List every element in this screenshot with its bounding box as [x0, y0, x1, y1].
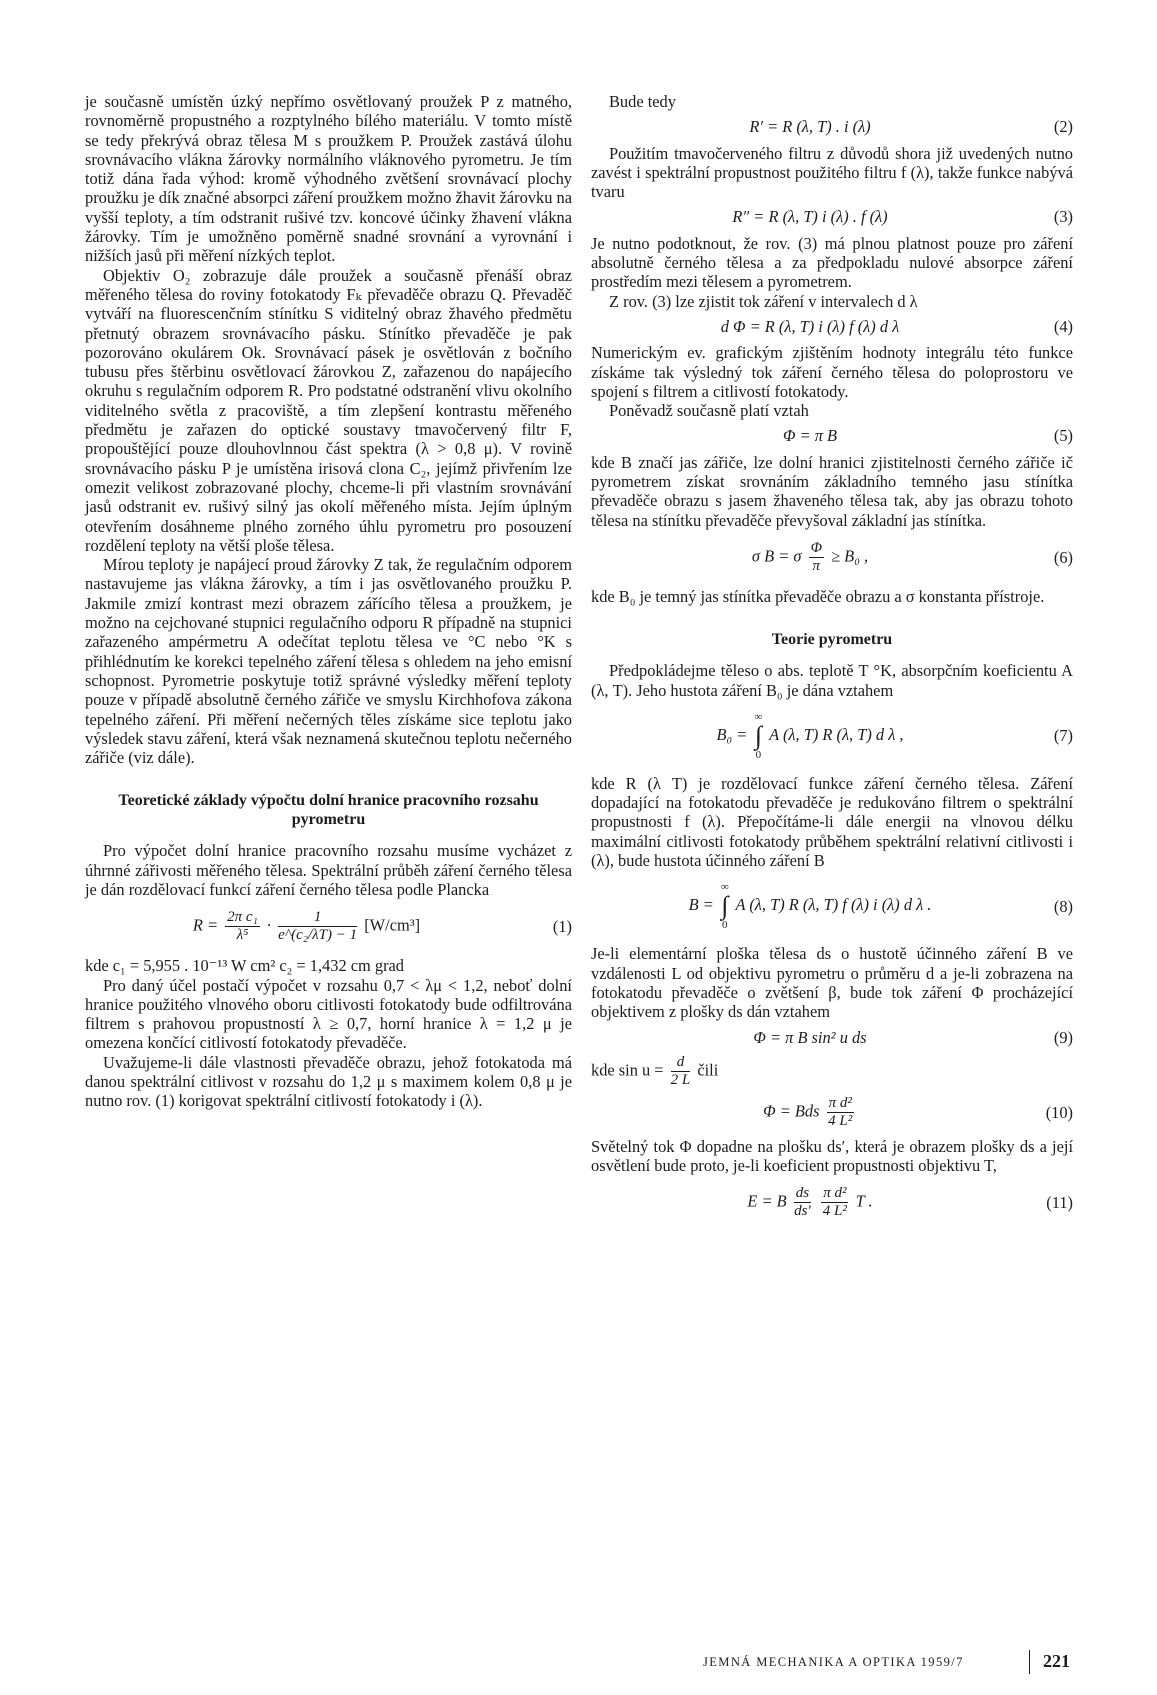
paragraph: Je nutno podotknout, že rov. (3) má plnou platnost pouze pro záření absolutně černého tělesa a za předpokladu nulové absorpce záření prostředím mezi tělesem a pyrometrem. [591, 233, 1073, 292]
equation-number: (3) [1053, 207, 1073, 227]
equation-number: (1) [552, 917, 572, 937]
paragraph: Bude tedy [609, 92, 676, 111]
eq7-rhs: A (λ, T) R (λ, T) d λ , [769, 724, 904, 744]
eq6-rhs: ≥ B₀ , [831, 546, 869, 566]
eq6-den: π [812, 557, 821, 574]
p12-text: kde sin u = [591, 1060, 664, 1080]
right-column [591, 92, 1073, 1232]
paragraph: kde B značí jas zářiče, lze dolní hranici zjistitelnosti černého zářiče ič pyrometrem získat srovnáním základního temného jasu stínítka převaděče obrazu s jasem žhaveného tělesa tak, aby jas obrazu tohoto tělesa na stínítku převaděče převyšoval základní jas stínítka. [591, 452, 1073, 530]
paragraph: Je-li elementární ploška tělesa ds o hustotě účinného záření B ve vzdálenosti L od objektivu pyrometru o průměru d a je-li zobrazena na fotokatodu převaděče o zvětšení β, bude tok záření Φ procházející objektivem z plošky ds dán vztahem [591, 944, 1073, 1022]
eq11-lhs: E = B [747, 1191, 787, 1211]
paragraph: Pro daný účel postačí výpočet v rozsahu 0,7 < λμ < 1,2, neboť dolní hranice použitého vlnového oboru citlivosti fotokatody bude odfiltrována filtrem s prahovou propustností λ ≥ 0,7, horní hranice λ = 1,2 μ je omezena končící citlivostí fotokatody převaděče. [85, 975, 572, 1053]
paragraph [591, 1054, 1073, 1089]
page-number: 221 [1043, 1651, 1070, 1671]
eq11-rhs: T . [855, 1191, 873, 1211]
equation-11 [591, 1185, 1073, 1220]
equation-4 [591, 317, 1073, 336]
eq5-formula: Φ = π B [782, 426, 838, 446]
equation-number: (9) [1053, 1027, 1073, 1047]
eq10-lhs: Φ = Bds [763, 1101, 820, 1121]
section-heading: Teoretické základy výpočtu dolní hranice pracovního rozsahu pyrometru [118, 792, 539, 829]
eq9-formula: Φ = π B sin² u ds [753, 1027, 867, 1047]
paragraph: Použitím tmavočerveného filtru z důvodů shora již uvedených nutno zavést i spektrální propustnost použitého filtru f (λ), takže funkce nabývá tvaru [591, 143, 1073, 202]
integral-sign [721, 880, 729, 932]
eq1-mid: · [266, 915, 272, 935]
eq1-lhs: R = [192, 915, 219, 935]
paragraph: Z rov. (3) lze zjistit tok záření v intervalech d λ [609, 291, 918, 311]
paragraph: Uvažujeme-li dále vlastnosti převaděče obrazu, jehož fotokatoda má danou spektrální citlivost v rozsahu do 1,2 μ s maximem kolem 0,8 μ je nutno rov. (1) korigovat spektrální citlivostí fotokatody i (λ). [85, 1052, 572, 1111]
eq1-unit: [W/cm³] [364, 915, 421, 935]
equation-number: (2) [1053, 117, 1073, 137]
equation-number: (7) [1053, 726, 1073, 746]
eq3-formula: R″ = R (λ, T) i (λ) . f (λ) [732, 207, 888, 227]
eq1-den1: λ⁵ [236, 927, 249, 944]
equation-7 [591, 710, 1073, 762]
equation-number: (6) [1053, 547, 1073, 567]
equation-number: (8) [1053, 896, 1073, 916]
eq8-upper: ∞ [720, 881, 729, 894]
p12-den: 2 L [670, 1071, 691, 1088]
equation-3 [591, 207, 1073, 226]
eq10-num: π d² [828, 1094, 852, 1111]
equation-5 [591, 426, 1073, 445]
eq6-num: Φ [810, 539, 822, 556]
paragraph: kde B₀ je temný jas stínítka převaděče obrazu a σ konstanta přístroje. [591, 586, 1045, 606]
eq1-den2: e^(c₂/λT) − 1 [278, 927, 358, 944]
equation-number: (5) [1053, 426, 1073, 446]
eq8-rhs: A (λ, T) R (λ, T) f (λ) i (λ) d λ . [735, 895, 932, 915]
eq8-sym: ∫ [721, 891, 729, 921]
equation-10 [591, 1095, 1073, 1130]
eq11-den2: 4 L² [822, 1203, 847, 1220]
eq10-den: 4 L² [828, 1112, 853, 1129]
paragraph: kde c₁ = 5,955 . 10⁻¹³ W cm² c₂ = 1,432 cm grad [85, 956, 404, 976]
equation-number: (10) [1045, 1102, 1073, 1122]
eq7-lhs: B₀ = [716, 724, 748, 744]
paragraph: Mírou teploty je napájecí proud žárovky Z tak, že regulačním odporem nastavujeme jas vlákna žárovky, a tím i jas osvětlovaného proužku P. Jakmile zmizí kontrast mezi obrazem zářícího tělesa a proužkem, je možno na cejchované stupnici regulačního odporu R případně na stupnici zařazeného ampérmetru A odečítat teplotu tělesa ve °C nebo °K s přihlédnutím ke korekci tepelného záření tělesa s ohledem na jeho emisní schopnost. Pyrometrie poskytuje totiž správné výsledky měření teploty pouze v případě absolutně černého zářiče ve smyslu Kirchhofova zákona tepelného záření. Při měření nečerných těles získáme sice teplotu jako výsledek stavu záření, která však neznamená skutečnou teplotu nečerného zářiče (viz dále). [85, 555, 572, 768]
eq1-num1: 2π c₁ [227, 909, 258, 926]
integral-sign [754, 710, 762, 762]
equation-1 [85, 909, 572, 944]
paragraph: Objektiv O₂ zobrazuje dále proužek a současně přenáší obraz měřeného tělesa do roviny fotokatody Fₖ převaděče obrazu Q. Převaděč vytváří na fluorescenčním stínítku S viditelný obraz žhavého předmětu přetnutý obrazem srovnávacího pásku. Stínítko převaděče je pak pozorováno okulárem Ok. Srovnávací pásek je osvětlován z bočního tubusu přes štěrbinu osvětlovací žárovkou Z, zařazenou do napájecího okruhu s regulačním odporem R. Pro podstatné odstranění vlivu okolního viditelného světla z pracoviště, a tím zlepšení kontrastu měřeného předmětu je zařazen do optické soustavy tmavočervený filtr F, propouštějící pouze dlouhovlnnou část spektra (λ > 0,8 μ). V rovině srovnávacího pásku P je umístěna irisová clona C₂, jejímž přivřením lze omezit velikost zobrazované plochy, chceme-li při vlastním srovnávání jasů odstranit ev. rušivý silný jas okolí měřeného místa. Jejím úplným otevřením dosáhneme plného zorného úhlu pyrometru pro posouzení rozdělení teploty na větší ploše tělesa. [85, 265, 572, 555]
section-heading: Teorie pyrometru [771, 631, 893, 649]
paragraph: kde R (λ T) je rozdělovací funkce záření černého tělesa. Záření dopadající na fotokatodu převaděče je redukováno filtrem o spektrální propustnosti f (λ). Přepočítáme-li dále energii na vlnovou délku maximální citlivosti fotokatody průběhem spektrální relativní citlivosti i (λ), bude hustota účinného záření B [591, 773, 1073, 871]
equation-6 [591, 540, 1073, 575]
eq11-num2: π d² [823, 1185, 847, 1202]
eq7-sym: ∫ [754, 720, 762, 750]
equation-2 [591, 117, 1073, 136]
paragraph: Poněvadž současně platí vztah [609, 401, 809, 421]
p12-num: d [671, 1054, 691, 1072]
equation-9 [591, 1028, 1073, 1047]
eq11-den1: ds′ [794, 1203, 811, 1220]
equation-8 [591, 880, 1073, 932]
paragraph: je současně umístěn úzký nepřímo osvětlovaný proužek P z matného, rovnoměrně propustného a rozptylného bílého materiálu. V tomto místě se tedy překrývá obraz tělesa M s proužkem P. Proužek zastává úlohu srovnávacího vlákna žárovky normálního vláknového pyrometru. Je tím totiž dána řada výhod: kromě výhodného zvětšení srovnávací plochy proužku je dík značné absorpci záření proužkem možno žhavit žárovku na vyšší teploty, a tím odstranit rušivé tzv. koncové účinky žhavení vlákna žárovky. Tím je umožněno poměrně snadné srovnání a vyrovnání i nižších jasů při měření nízkých teplot. [85, 92, 572, 266]
eq11-num1: ds [795, 1185, 810, 1202]
eq6-lhs: σ B = σ [751, 546, 802, 566]
p12-text-b: čili [697, 1060, 719, 1080]
eq1-num2: 1 [278, 909, 357, 927]
eq4-formula: d Φ = R (λ, T) i (λ) f (λ) d λ [720, 316, 900, 336]
paragraph: Pro výpočet dolní hranice pracovního rozsahu musíme vycházet z úhrnné zářivosti měřeného tělesa. Spektrální průběh záření černého tělesa je dán rozdělovací funkcí záření černého tělesa podle Plancka [85, 841, 572, 899]
eq2-formula: R′ = R (λ, T) . i (λ) [749, 117, 871, 137]
footer-divider [1029, 1650, 1030, 1674]
eq7-lower: 0 [755, 748, 762, 761]
paragraph: Světelný tok Φ dopadne na plošku ds′, která je obrazem plošky ds a její osvětlení bude proto, je-li koeficient propustnosti objektivu T, [591, 1136, 1073, 1176]
eq7-upper: ∞ [754, 710, 763, 723]
equation-number: (4) [1053, 316, 1073, 336]
eq8-lhs: B = [688, 895, 714, 915]
equation-number: (11) [1046, 1193, 1073, 1213]
paragraph: Předpokládejme těleso o abs. teplotě T °K, absorpčním koeficientu A (λ, T). Jeho hustota záření B₀ je dána vztahem [591, 661, 1073, 700]
page-footer [703, 1652, 1078, 1676]
journal-title: JEMNÁ MECHANIKA A OPTIKA 1959/7 [703, 1655, 964, 1669]
paragraph: Numerickým ev. grafickým zjištěním hodnoty integrálu této funkce získáme tak výsledný tok záření černého tělesa do poloprostoru ve spojení s filtrem a citlivostí fotokatody. [591, 343, 1073, 401]
eq8-lower: 0 [722, 919, 728, 932]
left-column [85, 92, 572, 1111]
